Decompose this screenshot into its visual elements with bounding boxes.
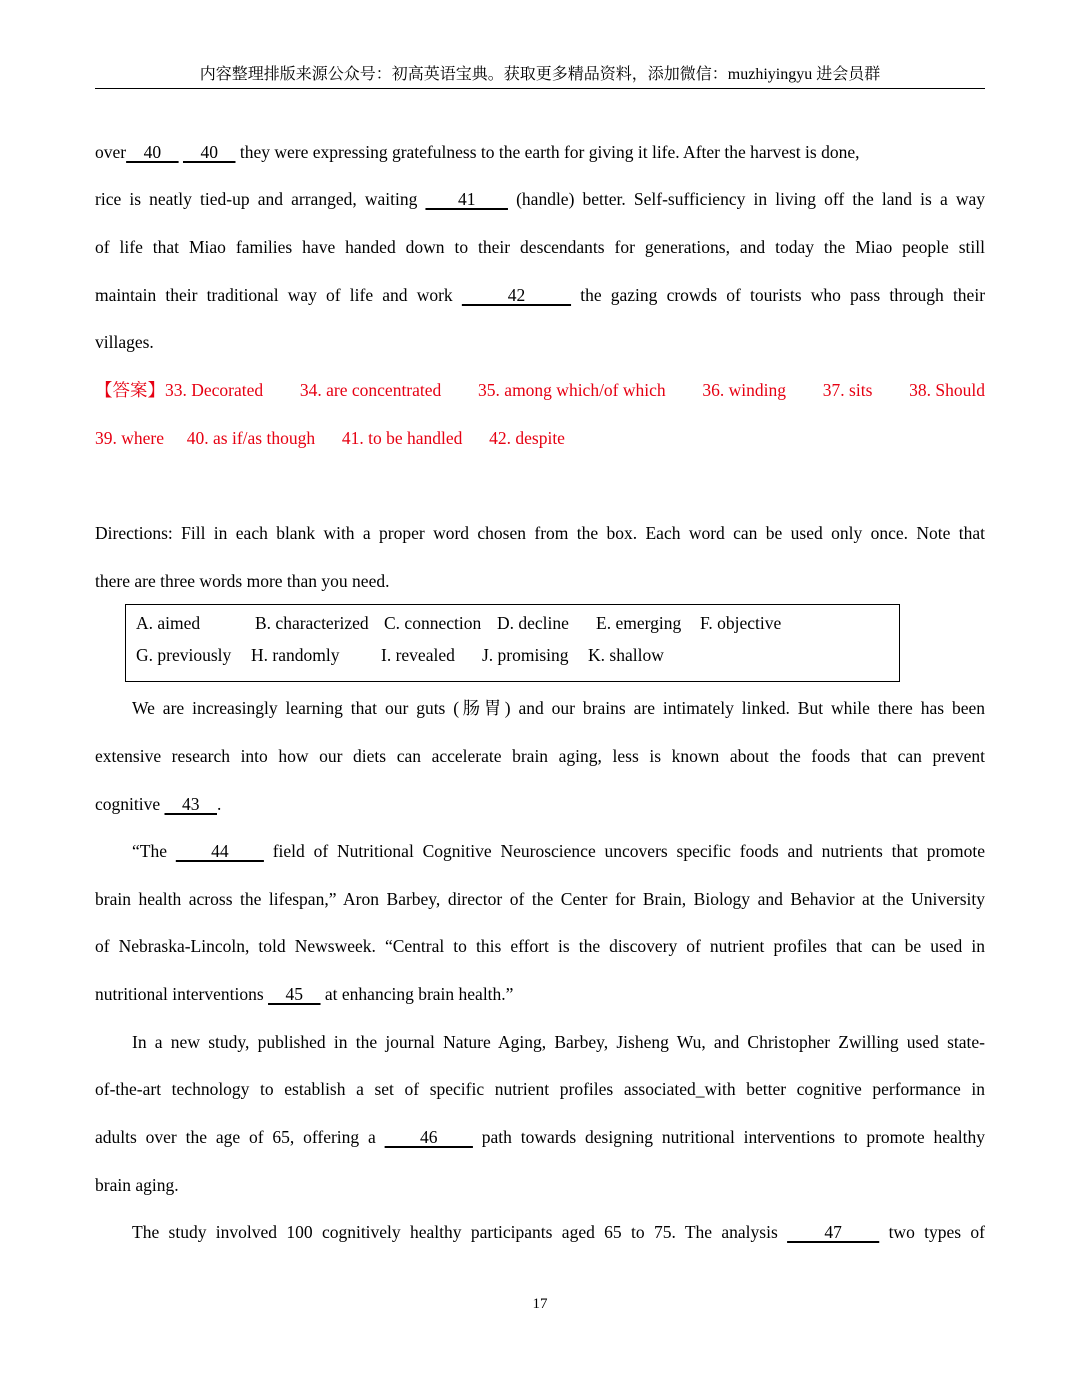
directions-line: Directions: Fill in each blank with a proper word chosen from the box. Each word can be used only once. Note that <box>95 523 985 543</box>
passage-line: extensive research into how our diets can accelerate brain aging, less is known about the foods that can prevent <box>95 746 985 766</box>
page-number: 17 <box>532 1296 548 1312</box>
word-box <box>125 604 900 682</box>
passage-line: The study involved 100 cognitively healthy participants aged 65 to 75. The analysis 47 two types of <box>132 1222 985 1242</box>
answer-item: 41. to be handled <box>341 428 463 448</box>
passage-line: cognitive 43 . <box>95 794 222 814</box>
blank-46: 46 <box>384 1127 473 1147</box>
word-option: F. objective <box>700 613 782 633</box>
answer-item: 34. are concentrated <box>299 380 442 400</box>
answer-item: 36. winding <box>702 380 787 400</box>
answer-item: 38. Should <box>909 380 985 400</box>
answer-item: 35. among which/of which <box>478 380 666 400</box>
word-option: J. promising <box>482 645 569 665</box>
passage-line: nutritional interventions 45 at enhancing brain health.” <box>95 984 514 1004</box>
passage-line: villages. <box>95 332 154 352</box>
passage-line: We are increasingly learning that our guts (肠胃) and our brains are intimately linked. But while there has been <box>132 698 985 718</box>
blank-47: 47 <box>787 1222 880 1242</box>
answer-item: 37. sits <box>822 380 873 400</box>
passage-line: brain health across the lifespan,” Aron Barbey, director of the Center for Brain, Biology and Behavior at the University <box>95 889 985 909</box>
answer-row-1 <box>95 378 985 402</box>
page-header: 内容整理排版来源公众号：初高英语宝典。获取更多精品资料，添加微信：muzhiyingyu 进会员群 <box>95 62 985 89</box>
blank-42: 42 <box>461 285 572 305</box>
answer-item: 33. Decorated <box>165 380 264 400</box>
word-option: A. aimed <box>136 613 201 633</box>
passage-line: rice is neatly tied-up and arranged, waiting 41 (handle) better. Self-sufficiency in living off the land is a way <box>95 189 985 209</box>
blank-41: 41 <box>425 189 508 209</box>
passage-line: “The 44 field of Nutritional Cognitive Neuroscience uncovers specific foods and nutrients that promote <box>132 841 986 861</box>
blank-40: 40 <box>182 142 236 162</box>
answer-item: 39. where <box>95 428 165 448</box>
passage-line: of Nebraska-Lincoln, told Newsweek. “Central to this effort is the discovery of nutrient profiles that can be used in <box>95 936 985 956</box>
word-option: D. decline <box>497 613 569 633</box>
passage-line: of life that Miao families have handed down to their descendants for generations, and today the Miao people still <box>95 237 985 257</box>
word-option: E. emerging <box>596 613 682 633</box>
word-option: B. characterized <box>255 613 369 633</box>
answer-label: 【答案】 <box>95 380 165 400</box>
passage-line: adults over the age of 65, offering a 46 path towards designing nutritional interventions to promote healthy <box>95 1127 986 1147</box>
text-segment: over 40 40 they were expressing gratefulness to the earth for giving it life. After the harvest is done, <box>95 142 860 162</box>
blank-43: 43 <box>164 794 217 814</box>
word-option: C. connection <box>384 613 482 633</box>
blank-45: 45 <box>268 984 321 1004</box>
directions-line: there are three words more than you need. <box>95 571 390 591</box>
passage-line: brain aging. <box>95 1175 179 1195</box>
passage-line <box>95 140 985 164</box>
blank-44: 44 <box>175 841 264 861</box>
passage-line: maintain their traditional way of life and work 42 the gazing crowds of tourists who pass through their <box>95 285 986 305</box>
blank-40: 40 <box>126 142 179 162</box>
word-option: H. randomly <box>251 645 340 665</box>
passage-line: In a new study, published in the journal Nature Aging, Barbey, Jisheng Wu, and Christopher Zwilling used state- <box>132 1032 985 1052</box>
passage-line: of-the-art technology to establish a set of specific nutrient profiles associated_with better cognitive performance in <box>95 1079 985 1099</box>
answer-item: 40. as if/as though <box>186 428 316 448</box>
word-option: K. shallow <box>588 645 664 665</box>
answer-row-2 <box>95 426 985 450</box>
answer-item: 42. despite <box>489 428 565 448</box>
word-option: I. revealed <box>381 645 455 665</box>
word-option: G. previously <box>136 645 232 665</box>
